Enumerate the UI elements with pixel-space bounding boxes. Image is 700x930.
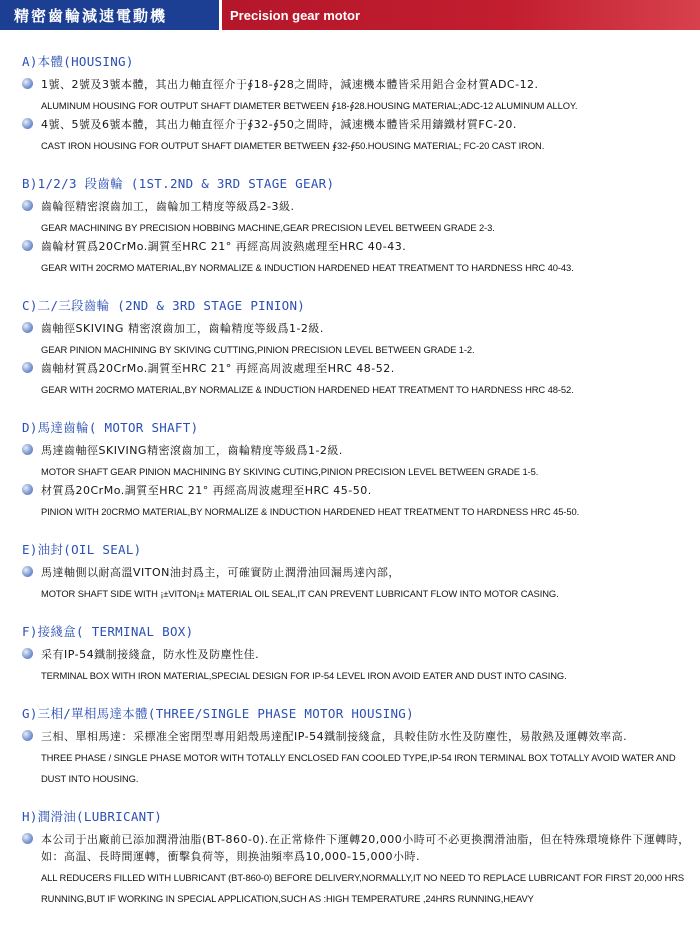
spec-text-en: CAST IRON HOUSING FOR OUTPUT SHAFT DIAMETER BETWEEN ∮32-∮50.HOUSING MATERIAL; FC-20 CAST IRON. — [41, 140, 545, 151]
section-title: F)接綫盒( TERMINAL BOX) — [22, 624, 194, 639]
spec-section — [0, 418, 700, 522]
bullet-icon — [22, 240, 33, 251]
bullet-icon — [22, 200, 33, 211]
spec-item — [22, 442, 700, 459]
spec-text-zh: 三相、單相馬達：采標准全密閉型專用鋁殼馬達配IP-54鐵制接綫盒，具較佳防水性及防塵性，易散熱及運轉效率高. — [41, 730, 628, 743]
spec-text-en: MOTOR SHAFT SIDE WITH ¡±VITON¡± MATERIAL OIL SEAL,IT CAN PREVENT LUBRICANT FLOW INTO MOTOR CASING. — [41, 588, 559, 599]
bullet-icon — [22, 118, 33, 129]
spec-text-en: MOTOR SHAFT GEAR PINION MACHINING BY SKIVING CUTING,PINION PRECISION LEVEL BETWEEN GRADE 1-5. — [41, 466, 539, 477]
spec-text-en: GEAR MACHINING BY PRECISION HOBBING MACHINE,GEAR PRECISION LEVEL BETWEEN GRADE 2-3. — [41, 222, 495, 233]
bullet-icon — [22, 322, 33, 333]
bullet-icon — [22, 484, 33, 495]
spec-item — [22, 564, 700, 581]
spec-text-zh: 齒軸材質爲20CrMo.調質至HRC 21° 再經高周波處理至HRC 48-52. — [41, 362, 395, 375]
spec-item — [22, 76, 700, 93]
section-title: A)本體(HOUSING) — [22, 54, 134, 69]
page-header — [0, 0, 700, 30]
spec-text-zh: 馬達齒軸徑SKIVING精密滾齒加工，齒輪精度等級爲1-2級. — [41, 444, 343, 457]
spec-item — [22, 646, 700, 663]
spec-text-en: THREE PHASE / SINGLE PHASE MOTOR WITH TOTALLY ENCLOSED FAN COOLED TYPE,IP-54 IRON TERMINAL BOX TOTALLY AVOID WATER AND DUST INTO HOUSING. — [41, 752, 676, 784]
spec-item — [22, 482, 700, 499]
spec-item — [22, 320, 700, 337]
spec-item — [22, 728, 700, 745]
section-title: E)油封(OIL SEAL) — [22, 542, 142, 557]
section-title: G)三相/單相馬達本體(THREE/SINGLE PHASE MOTOR HOUSING) — [22, 706, 414, 721]
bullet-icon — [22, 78, 33, 89]
spec-section — [0, 174, 700, 278]
header-title-zh: 精密齒輪減速電動機 — [0, 0, 222, 30]
section-title: H)潤滑油(LUBRICANT) — [22, 809, 163, 824]
spec-text-zh: 采有IP-54鐵制接綫盒，防水性及防塵性佳. — [41, 648, 260, 661]
spec-text-zh: 本公司于出廠前已添加潤滑油脂(BT-860-0).在正常條件下運轉20,000小時可不必更換潤滑油脂，但在特殊環境條件下運轉時，如：高温、長時間運轉，衝擊負荷等，則换油頻率爲10,000-15,000小時. — [41, 833, 690, 863]
spec-text-en: GEAR PINION MACHINING BY SKIVING CUTTING,PINION PRECISION LEVEL BETWEEN GRADE 1-2. — [41, 344, 475, 355]
spec-text-zh: 齒輪徑精密滾齒加工，齒輪加工精度等級爲2-3級. — [41, 200, 295, 213]
spec-text-zh: 1號、2號及3號本體，其出力軸直徑介于∮18-∮28之間時，減速機本體皆采用鋁合金材質ADC-12. — [41, 78, 539, 91]
spec-text-en: ALL REDUCERS FILLED WITH LUBRICANT (BT-860-0) BEFORE DELIVERY,NORMALLY,IT NO NEED TO REPLACE LUBRICANT FOR FIRST 20,000 HRS RUNNING,BUT IF WORKING IN SPECIAL APPLICATION,SUCH AS :HIGH TEMPERATURE ,24HRS RUNNING,HEAVY — [41, 872, 685, 904]
bullet-icon — [22, 362, 33, 373]
spec-item — [22, 198, 700, 215]
bullet-icon — [22, 444, 33, 455]
spec-text-zh: 齒輪材質爲20CrMo.調質至HRC 21° 再經高周波熱處理至HRC 40-43. — [41, 240, 407, 253]
spec-item — [22, 831, 700, 865]
section-title: C)二/三段齒輪 (2ND & 3RD STAGE PINION) — [22, 298, 306, 313]
spec-text-zh: 齒軸徑SKIVING 精密滾齒加工，齒輪精度等級爲1-2級. — [41, 322, 324, 335]
spec-text-zh: 馬達軸側以耐高溫VITON油封爲主，可確實防止潤滑油回漏馬達內部， — [41, 566, 400, 579]
section-title: D)馬達齒輪( MOTOR SHAFT) — [22, 420, 199, 435]
header-title-en: Precision gear motor — [222, 0, 700, 30]
spec-section — [0, 807, 700, 909]
bullet-icon — [22, 566, 33, 577]
spec-item — [22, 238, 700, 255]
spec-text-en: GEAR WITH 20CRMO MATERIAL,BY NORMALIZE & INDUCTION HARDENED HEAT TREATMENT TO HARDNESS HRC 48-52. — [41, 384, 574, 395]
spec-section — [0, 704, 700, 789]
spec-item — [22, 116, 700, 133]
spec-text-en: TERMINAL BOX WITH IRON MATERIAL,SPECIAL DESIGN FOR IP-54 LEVEL IRON AVOID EATER AND DUST INTO CASING. — [41, 670, 567, 681]
spec-section — [0, 540, 700, 604]
spec-text-zh: 4號、5號及6號本體，其出力軸直徑介于∮32-∮50之間時，減速機本體皆采用鑄鐵材質FC-20. — [41, 118, 517, 131]
spec-text-en: GEAR WITH 20CRMO MATERIAL,BY NORMALIZE & INDUCTION HARDENED HEAT TREATMENT TO HARDNESS HRC 40-43. — [41, 262, 574, 273]
spec-text-en: ALUMINUM HOUSING FOR OUTPUT SHAFT DIAMETER BETWEEN ∮18-∮28.HOUSING MATERIAL;ADC-12 ALUMINUM ALLOY. — [41, 100, 578, 111]
spec-item — [22, 360, 700, 377]
spec-section — [0, 622, 700, 686]
spec-text-en: PINION WITH 20CRMO MATERIAL,BY NORMALIZE & INDUCTION HARDENED HEAT TREATMENT TO HARDNESS HRC 45-50. — [41, 506, 580, 517]
bullet-icon — [22, 833, 33, 844]
spec-section — [0, 52, 700, 156]
spec-text-zh: 材質爲20CrMo.調質至HRC 21° 再經高周波處理至HRC 45-50. — [41, 484, 372, 497]
spec-content — [0, 52, 700, 927]
bullet-icon — [22, 730, 33, 741]
bullet-icon — [22, 648, 33, 659]
spec-section — [0, 296, 700, 400]
section-title: B)1/2/3 段齒輪 (1ST.2ND & 3RD STAGE GEAR) — [22, 176, 335, 191]
